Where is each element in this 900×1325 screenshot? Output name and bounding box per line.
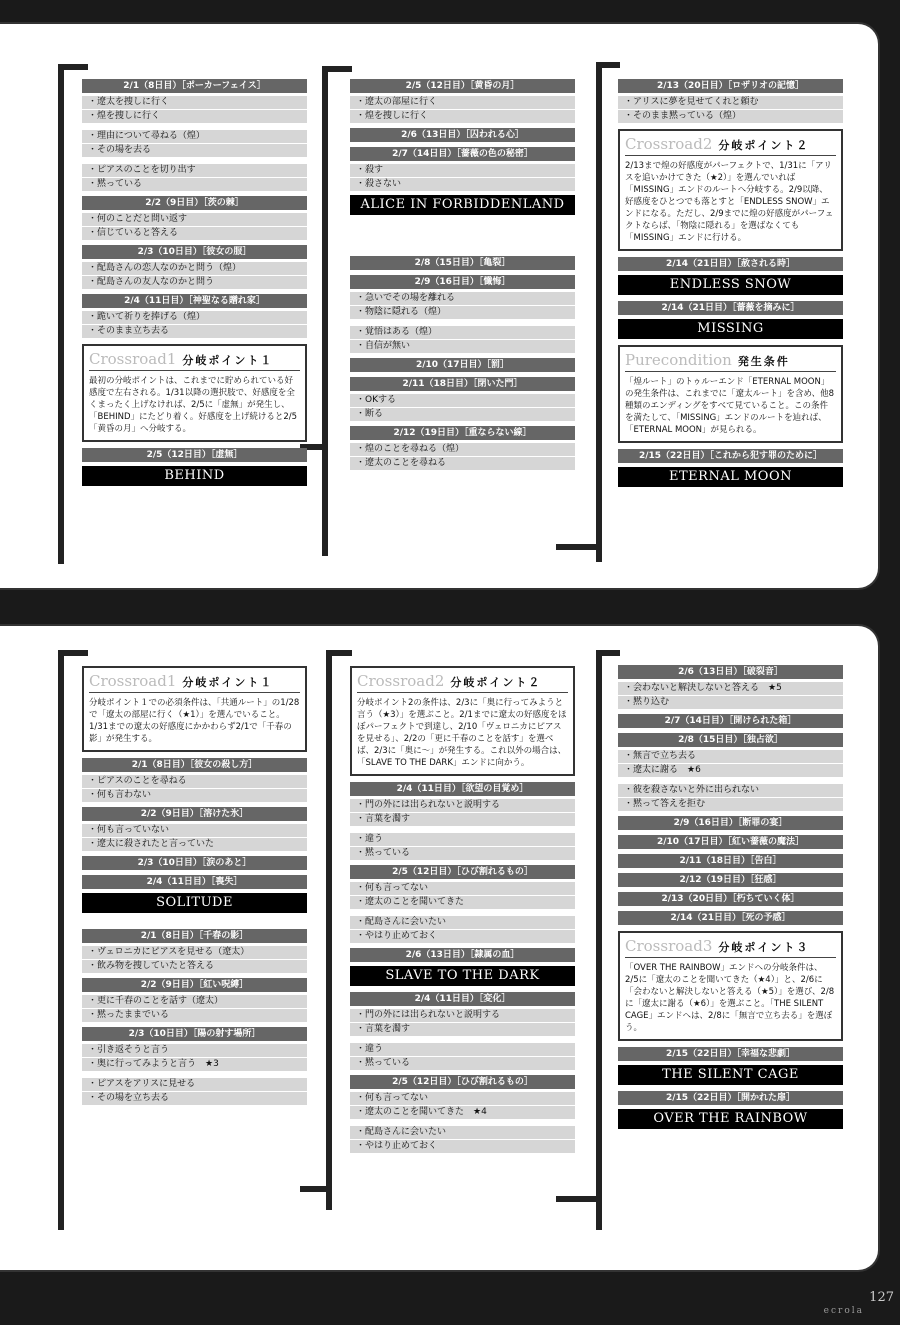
choice-option: ・ 門の外には出られないと説明する (350, 1009, 575, 1022)
connector (300, 1186, 328, 1192)
spacer (350, 320, 575, 325)
spacer (82, 1072, 307, 1077)
day-header: 2/4（11日目）［欲望の目覚め］ (350, 782, 575, 796)
branch-note-label: Purecondition (625, 351, 732, 369)
choice-option: ・ 跪いて祈りを捧げる（煌） (82, 311, 307, 324)
branch-note-text: 分岐ポイント１での必須条件は、「共通ルート」の1/28で「遼太の部屋に行く（★1）」を選んでいること。1/31までの遼太の好感度にかかわらず2/1で「千春の影」が発生する。 (89, 698, 300, 744)
choice-option: ・ 言葉を濁す (350, 1023, 575, 1036)
day-header: 2/11（18日目）［閉いた門］ (350, 377, 575, 391)
spacer (82, 158, 307, 163)
choice-option: ・ 彼を殺さないと外に出られない (618, 784, 843, 797)
choice-option: ・ 違う (350, 833, 575, 846)
day-header: 2/10（17日目）［罰］ (350, 358, 575, 372)
branch-note-text: 「OVER THE RAINBOW」エンドへの分岐条件は、2/5に「遼太のことを聞いてきた（★4）」と、2/6に「会わないと解決しないと答える（★5）」を選び、2/8に「遼太に謝る（★6）」を選ぶこと。「THE SILENT CAGE」エンドへは、2/8に「無言で立ち去る」を選ぼう。 (625, 963, 835, 1033)
choice-option: ・ 急いでその場を離れる (350, 292, 575, 305)
spacer (350, 1120, 575, 1125)
day-header: 2/4（11日目）［喪失］ (82, 875, 307, 889)
upper-flowchart-panel (0, 22, 880, 590)
branch-note-box (350, 666, 575, 776)
ending-label: BEHIND (82, 466, 307, 486)
day-header: 2/8（15日目）［独占欲］ (618, 733, 843, 747)
branch-note-text: 最初の分岐ポイントは、これまでに貯められている好感度で左右される。1/31以降の選択肢で、好感度を全くまったく上げなければ、2/5に「虚無」が発生し、「BEHIND」にたどり着く。好感度を上げ続けると2/5「黄昏の月」へ分岐する。 (89, 376, 298, 434)
choice-option: ・ 物陰に隠れる（煌） (350, 306, 575, 319)
choice-option: ・ 断る (350, 408, 575, 421)
choice-option: ・ 自信が無い (350, 340, 575, 353)
branch-note-label: Crossroad2 (357, 672, 445, 690)
choice-option: ・ 何のことだと問い返す (82, 213, 307, 226)
day-header: 2/1（8日目）［ポーカーフェイス］ (82, 79, 307, 93)
choice-option: ・ 違う (350, 1043, 575, 1056)
choice-option: ・ 黙っている (350, 1057, 575, 1070)
branch-note-header (625, 937, 836, 958)
branch-note-box (82, 344, 307, 442)
day-header: 2/5（12日目）［虚無］ (82, 448, 307, 462)
day-header: 2/12（19日目）［重ならない線］ (350, 426, 575, 440)
ending-label: ETERNAL MOON (618, 467, 843, 487)
choice-option: ・ やはり止めておく (350, 1140, 575, 1153)
connector (58, 64, 64, 564)
choice-option: ・ 奥に行ってみようと言う ★3 (82, 1058, 307, 1071)
choice-option: ・ OKする (350, 394, 575, 407)
day-header: 2/13（20日目）［朽ちていく体］ (618, 892, 843, 906)
day-header: 2/15（22日目）［これから犯す罪のために］ (618, 449, 843, 463)
day-header: 2/6（13日目）［囚われる心］ (350, 128, 575, 142)
connector (58, 64, 88, 70)
branch-note-text: 分岐ポイント2の条件は、2/3に「奥に行ってみようと言う（★3）」を選ぶこと。2/1までに遼太の好感度をほぼパーフェクトで到達し、2/10「ヴェロニカにピアスを見せる」、2/2の「更に千春のことを話す」を選べば、2/3に「奥に～」が発生する。これ以外の場合は、「SLAVE TO THE DARK」エンドに向かう。 (357, 698, 567, 768)
page-number: 127 (869, 1290, 894, 1305)
column-right (618, 74, 843, 493)
branch-note-box (618, 129, 843, 251)
choice-option: ・ 何も言っていない (82, 824, 307, 837)
day-header: 2/6（13日目）［破裂音］ (618, 665, 843, 679)
choice-option: ・ 言葉を濁す (350, 813, 575, 826)
choice-option: ・ 煌を捜しに行く (350, 110, 575, 123)
column-middle (350, 74, 575, 471)
day-header: 2/5（12日目）［黄昏の月］ (350, 79, 575, 93)
day-header: 2/12（19日目）［狂感］ (618, 873, 843, 887)
spacer (350, 827, 575, 832)
day-header: 2/2（9日目）［溶けた氷］ (82, 807, 307, 821)
day-header: 2/15（22日目）［幸福な悲劇］ (618, 1047, 843, 1061)
branch-note-header (89, 672, 300, 693)
branch-note-text: 2/13まで煌の好感度がパーフェクトで、1/31に「アリスを追いかけてきた（★2）」を選んでいれば「MISSING」エンドのルートへ分岐する。2/9以降、好感度をひとつでも落とすと「ENDLESS SNOW」エンドになる。ただし、2/9までに煌の好感度がパーフェクトならば、「物陰に隠れる」を選ばなくても「MISSING」エンドに行ける。 (625, 161, 834, 243)
choice-option: ・ 黙っている (350, 847, 575, 860)
choice-option: ・ ピアスをアリスに見せる (82, 1078, 307, 1091)
branch-note-label: Crossroad1 (89, 350, 177, 368)
column-right (618, 660, 843, 1135)
connector (596, 650, 620, 656)
day-header: 2/5（12日目）［ひび割れるもの］ (350, 1075, 575, 1089)
choice-option: ・ 何も言ってない (350, 882, 575, 895)
choice-option: ・ 会わないと解決しないと答える ★5 (618, 682, 843, 695)
connector (322, 66, 328, 556)
choice-option: ・ 遼太を捜しに行く (82, 96, 307, 109)
branch-note-text: 「煌ルート」のトゥルーエンド「ETERNAL MOON」の発生条件は、これまでに「遼太ルート」を含め、他8種類のエンディングをすべて見ていること。この条件を満たして、「MISSING」エンドのルートを辿れば、「ETERNAL MOON」が見られる。 (625, 377, 835, 435)
spacer (350, 910, 575, 915)
day-header: 2/11（18日目）［告白］ (618, 854, 843, 868)
choice-option: ・ 引き返そうと言う (82, 1044, 307, 1057)
column-left (82, 74, 307, 492)
choice-option: ・ 遼太のことを聞いてきた (350, 896, 575, 909)
choice-option: ・ 黙っている (82, 178, 307, 191)
choice-option: ・ 何も言ってない (350, 1092, 575, 1105)
spacer (82, 919, 307, 924)
ending-label: THE SILENT CAGE (618, 1065, 843, 1085)
choice-option: ・ 黙って答えを拒む (618, 798, 843, 811)
choice-option: ・ 殺さない (350, 178, 575, 191)
ending-label: SOLITUDE (82, 893, 307, 913)
column-left (82, 660, 307, 1106)
day-header: 2/6（13日目）［隷属の血］ (350, 948, 575, 962)
choice-option: ・ その場を去る (82, 144, 307, 157)
choice-option: ・ 遼太のことを尋ねる (350, 457, 575, 470)
day-header: 2/1（8日目）［千春の影］ (82, 929, 307, 943)
choice-option: ・ 覚悟はある（煌） (350, 326, 575, 339)
choice-option: ・ ヴェロニカにピアスを見せる（遼太） (82, 946, 307, 959)
connector (326, 650, 352, 656)
ending-label: ALICE IN FORBIDDENLAND (350, 195, 575, 215)
branch-note-title: 分岐ポイント２ (718, 139, 810, 152)
choice-option: ・ 黙ったままでいる (82, 1009, 307, 1022)
choice-option: ・ 信じていると答える (82, 227, 307, 240)
branch-note-header (357, 672, 568, 693)
branch-note-label: Crossroad3 (625, 937, 713, 955)
choice-option: ・ 煌を捜しに行く (82, 110, 307, 123)
choice-option: ・ そのまま黙っている（煌） (618, 110, 843, 123)
spacer (618, 778, 843, 783)
choice-option: ・ 遼太に謝る ★6 (618, 764, 843, 777)
footer-logo-text: ecrola (823, 1306, 864, 1316)
day-header: 2/14（21日目）［死の予感］ (618, 911, 843, 925)
day-header: 2/14（21日目）［薔薇を摘みに］ (618, 301, 843, 315)
branch-note-title: 分岐ポイント３ (718, 941, 810, 954)
spacer (350, 246, 575, 251)
choice-option: ・ 配島さんの友人なのかと問う (82, 276, 307, 289)
column-middle (350, 660, 575, 1154)
day-header: 2/2（9日目）［紅い呪縛］ (82, 978, 307, 992)
choice-option: ・ 理由について尋ねる（煌） (82, 130, 307, 143)
choice-option: ・ その場を立ち去る (82, 1092, 307, 1105)
connector (596, 650, 602, 1230)
branch-note-box (618, 345, 843, 443)
day-header: 2/5（12日目）［ひび割れるもの］ (350, 865, 575, 879)
choice-option: ・ 何も言わない (82, 789, 307, 802)
day-header: 2/1（8日目）［彼女の殺し方］ (82, 758, 307, 772)
ending-label: SLAVE TO THE DARK (350, 966, 575, 986)
choice-option: ・ 配島さんに会いたい (350, 916, 575, 929)
lower-flowchart-panel (0, 624, 880, 1272)
day-header: 2/4（11日目）［神聖なる贈れ家］ (82, 294, 307, 308)
branch-note-header (625, 351, 836, 372)
day-header: 2/8（15日目）［亀裂］ (350, 256, 575, 270)
branch-note-label: Crossroad2 (625, 135, 713, 153)
branch-note-title: 分岐ポイント１ (182, 676, 274, 689)
connector (596, 62, 602, 562)
day-header: 2/14（21日目）［赦される時］ (618, 257, 843, 271)
ending-label: ENDLESS SNOW (618, 275, 843, 295)
choice-option: ・ 殺す (350, 164, 575, 177)
choice-option: ・ ピアスのことを切り出す (82, 164, 307, 177)
branch-note-title: 分岐ポイント２ (450, 676, 542, 689)
choice-option: ・ やはり止めておく (350, 930, 575, 943)
branch-note-header (89, 350, 300, 371)
choice-option: ・ 更に千春のことを話す（遼太） (82, 995, 307, 1008)
choice-option: ・ アリスに夢を見せてくれと頼む (618, 96, 843, 109)
choice-option: ・ 黙り込む (618, 696, 843, 709)
day-header: 2/9（16日目）［断罪の宴］ (618, 816, 843, 830)
choice-option: ・ 配島さんの恋人なのかと問う（煌） (82, 262, 307, 275)
day-header: 2/9（16日目）［懺悔］ (350, 275, 575, 289)
choice-option: ・ 飲み物を捜していたと答える (82, 960, 307, 973)
branch-note-title: 分岐ポイント１ (182, 354, 274, 367)
choice-option: ・ 煌のことを尋ねる（煌） (350, 443, 575, 456)
day-header: 2/3（10日目）［陽の射す場所］ (82, 1027, 307, 1041)
day-header: 2/10（17日目）［紅い薔薇の魔法］ (618, 835, 843, 849)
choice-option: ・ 遼太に殺されたと言っていた (82, 838, 307, 851)
branch-note-header (625, 135, 836, 156)
ending-label: OVER THE RAINBOW (618, 1109, 843, 1129)
day-header: 2/7（14日目）［薔薇の色の秘密］ (350, 147, 575, 161)
connector (556, 544, 600, 550)
day-header: 2/13（20日目）［ロザリオの記憶］ (618, 79, 843, 93)
choice-option: ・ 遼太のことを聞いてきた ★4 (350, 1106, 575, 1119)
day-header: 2/3（10日目）［彼女の服］ (82, 245, 307, 259)
branch-note-box (618, 931, 843, 1041)
day-header: 2/4（11日目）［変化］ (350, 992, 575, 1006)
day-header: 2/7（14日目）［開けられた箱］ (618, 714, 843, 728)
branch-note-title: 発生条件 (737, 355, 790, 368)
branch-note-box (82, 666, 307, 752)
choice-option: ・ ピアスのことを尋ねる (82, 775, 307, 788)
ending-label: MISSING (618, 319, 843, 339)
choice-option: ・ 遼太の部屋に行く (350, 96, 575, 109)
day-header: 2/15（22日目）［開かれた扉］ (618, 1091, 843, 1105)
branch-note-label: Crossroad1 (89, 672, 177, 690)
choice-option: ・ 無言で立ち去る (618, 750, 843, 763)
day-header: 2/2（9日目）［茨の棘］ (82, 196, 307, 210)
spacer (82, 124, 307, 129)
choice-option: ・ 配島さんに会いたい (350, 1126, 575, 1139)
connector (58, 650, 88, 656)
connector (58, 650, 64, 1230)
day-header: 2/3（10日目）［涙のあと］ (82, 856, 307, 870)
connector (326, 650, 332, 1210)
spacer (350, 1037, 575, 1042)
connector (322, 66, 352, 72)
choice-option: ・ そのまま立ち去る (82, 325, 307, 338)
choice-option: ・ 門の外には出られないと説明する (350, 799, 575, 812)
connector (596, 62, 620, 68)
connector (556, 1196, 600, 1202)
